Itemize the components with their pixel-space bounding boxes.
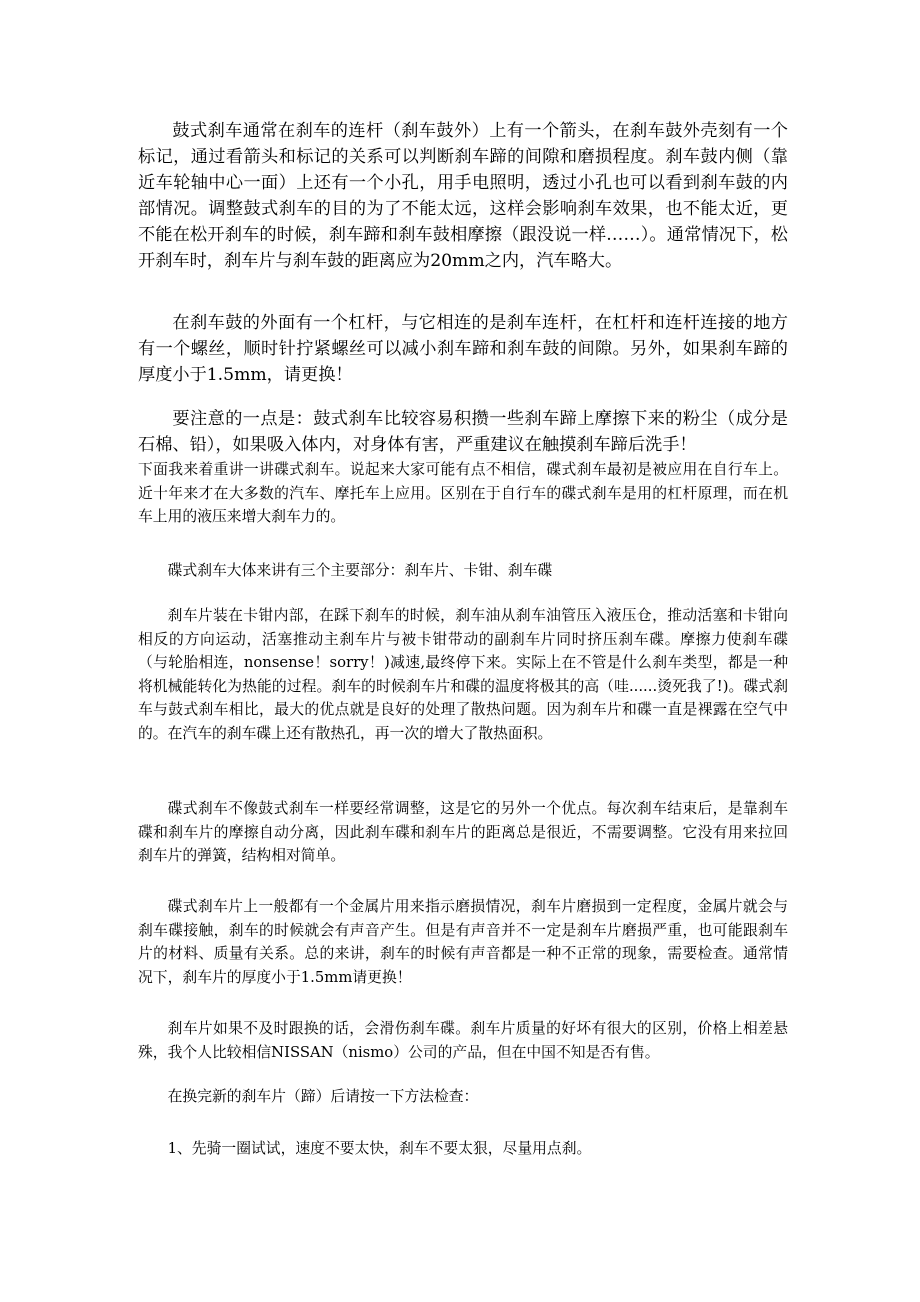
paragraph-disc-brake-parts: 碟式刹车大体来讲有三个主要部分：刹车片、卡钳、刹车碟	[167, 562, 553, 579]
paragraph-check-heading: 在换完新的刹车片（蹄）后请按一下方法检查：	[167, 1088, 479, 1105]
paragraph-disc-brake-working: 刹车片装在卡钳内部，在踩下刹车的时候，刹车油从刹车油管压入液压仓，推动活塞和卡钳向相反的方向运动，活塞推动主刹车片与被卡钳带动的副刹车片同时挤压刹车碟。摩擦力使刹车碟（与轮胎相连，nonsense！sorry！)减速,最终停下来。实际上在不管是什么刹车类型，都是一种将机械能转化为热能的过程。刹车的时候刹车片和碟的温度将极其的高（哇......烫死我了!)。碟式刹车与鼓式刹车相比，最大的优点就是良好的处理了散热问题。因为刹车片和碟一直是裸露在空气中的。在汽车的刹车碟上还有散热孔，再一次的增大了散热面积。	[138, 607, 788, 742]
paragraph-check-step-1: 1、先骑一圈试试，速度不要太快，刹车不要太狠，尽量用点刹。	[167, 1140, 592, 1157]
paragraph-disc-brake-advantage: 碟式刹车不像鼓式刹车一样要经常调整，这是它的另外一个优点。每次刹车结束后，是靠刹车碟和刹车片的摩擦自动分离，因此刹车碟和刹车片的距离总是很近，不需要调整。它没有用来拉回刹车片的弹簧，结构相对简单。	[138, 800, 788, 864]
paragraph-pad-replacement: 刹车片如果不及时跟换的话，会滑伤刹车碟。刹车片质量的好坏有很大的区别，价格上相差悬殊，我个人比较相信NISSAN（nismo）公司的产品，但在中国不知是否有售。	[138, 1020, 788, 1061]
paragraph-wear-indicator: 碟式刹车片上一般都有一个金属片用来指示磨损情况，刹车片磨损到一定程度，金属片就会与刹车碟接触，刹车的时候就会有声音产生。但是有声音并不一定是刹车片磨损严重，也可能跟刹车片的材料、质量有关系。总的来讲，刹车的时候有声音都是一种不正常的现象，需要检查。通常情况下，刹车片的厚度小于1.5mm请更换！	[138, 898, 788, 986]
paragraph-dust-warning: 要注意的一点是：鼓式刹车比较容易积攒一些刹车蹄上摩擦下来的粉尘（成分是石棉、铅），如果吸入体内，对身体有害，严重建议在触摸刹车蹄后洗手！	[138, 409, 788, 455]
paragraph-lever-adjustment: 在刹车鼓的外面有一个杠杆，与它相连的是刹车连杆，在杠杆和连杆连接的地方有一个螺丝，顺时针拧紧螺丝可以减小刹车蹄和刹车鼓的间隙。另外，如果刹车蹄的厚度小于1.5mm，请更换！	[138, 313, 788, 385]
paragraph-drum-brake-check: 鼓式刹车通常在刹车的连杆（刹车鼓外）上有一个箭头，在刹车鼓外壳刻有一个标记，通过看箭头和标记的关系可以判断刹车蹄的间隙和磨损程度。刹车鼓内侧（靠近车轮轴中心一面）上还有一个小孔，用手电照明，透过小孔也可以看到刹车鼓的内部情况。调整鼓式刹车的目的为了不能太远，这样会影响刹车效果，也不能太近，更不能在松开刹车的时候，刹车蹄和刹车鼓相摩擦（跟没说一样……）。通常情况下，松开刹车时，刹车片与刹车鼓的距离应为20mm之内，汽车略大。	[138, 121, 788, 271]
paragraph-disc-brake-intro: 下面我来着重讲一讲碟式刹车。说起来大家可能有点不相信，碟式刹车最初是被应用在自行车上。近十年来才在大多数的汽车、摩托车上应用。区别在于自行车的碟式刹车是用的杠杆原理，而在机车上用的液压来增大刹车力的。	[138, 461, 788, 525]
